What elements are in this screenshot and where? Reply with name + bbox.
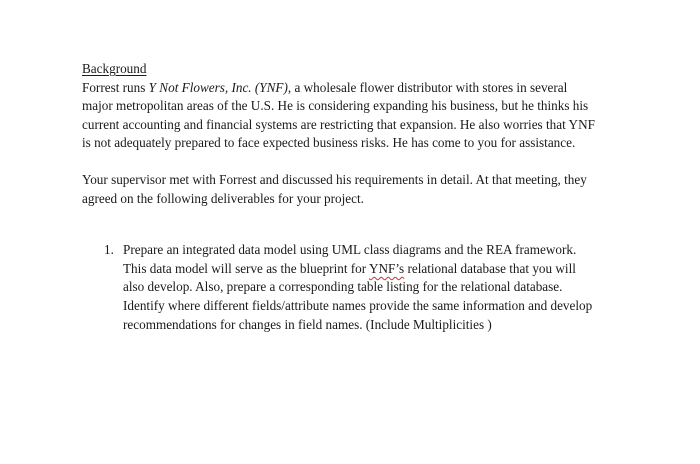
deliverables-paragraph <box>82 171 622 208</box>
paragraph-line: major metropolitan areas of the U.S. He is considering expanding his business, but he thinks his <box>82 98 589 114</box>
paragraph-line: agreed on the following deliverables for your project. <box>82 190 364 206</box>
deliverables-list <box>82 241 622 334</box>
list-line: recommendations for changes in field names. (Include Multiplicities ) <box>123 316 492 332</box>
background-paragraph <box>82 79 622 153</box>
paragraph-line: Your supervisor met with Forrest and discussed his requirements in detail. At that meeting, they <box>82 171 587 187</box>
list-line <box>123 260 622 279</box>
list-item <box>82 241 622 334</box>
list-number: 1. <box>104 242 114 258</box>
text-run: , a wholesale flower distributor with stores in several <box>287 79 568 95</box>
list-line: Identify where different fields/attribute names provide the same information and develop <box>123 297 593 313</box>
paragraph-line: current accounting and financial systems are restricting that expansion. He also worries that YNF <box>82 116 595 132</box>
text-run: Forrest runs <box>82 79 149 95</box>
paragraph-line <box>82 79 622 98</box>
list-line: Prepare an integrated data model using UML class diagrams and the REA framework. <box>123 242 577 258</box>
document-page <box>82 60 622 334</box>
spellcheck-marked-word: YNF’s <box>368 260 405 276</box>
paragraph-line: is not adequately prepared to face expected business risks. He has come to you for assistance. <box>82 135 576 151</box>
company-name: Y Not Flowers, Inc. (YNF) <box>148 79 288 95</box>
text-run: This data model will serve as the blueprint for <box>123 260 369 276</box>
section-heading: Background <box>82 61 147 76</box>
text-run: relational database that you will <box>404 260 576 276</box>
list-line: also develop. Also, prepare a corresponding table listing for the relational database. <box>123 279 563 295</box>
